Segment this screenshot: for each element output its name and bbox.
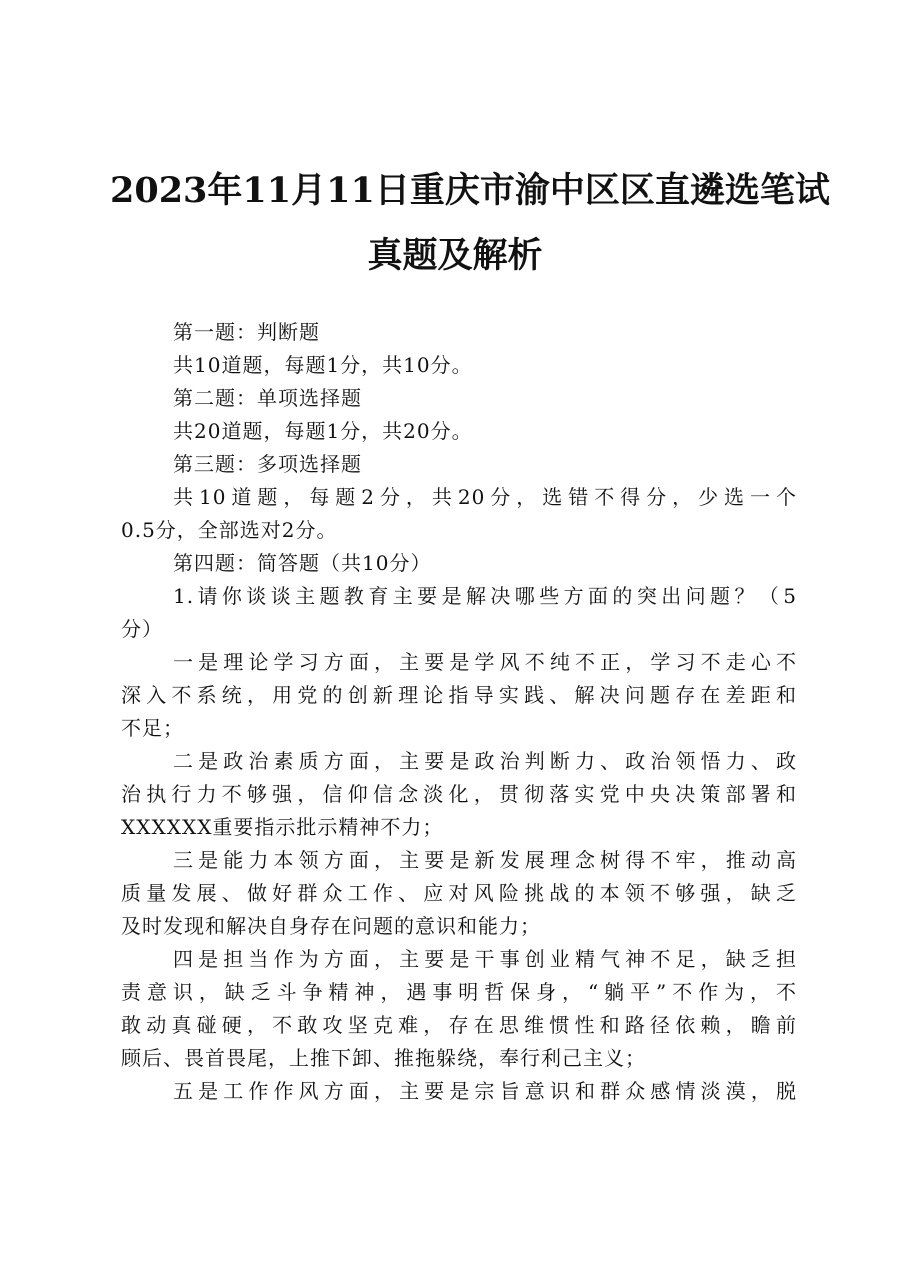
body-line: 第三题：多项选择题 [173,452,362,476]
body-line: 敢动真碰硬，不敢攻坚克难，存在思维惯性和路径依赖，瞻前 [121,1013,797,1037]
body-line: 共10道题，每题2分，共20分，选错不得分，少选一个 [173,485,797,509]
body-line: 第四题：简答题（共10分） [173,551,432,575]
body-line: 一是理论学习方面，主要是学风不纯不正，学习不走心不 [173,650,797,674]
document-body [121,316,797,1108]
document-title-line-1: 2023年11月11日重庆市渝中区区直遴选笔试 [110,170,830,211]
body-line: 共20道题，每题1分，共20分。 [173,419,473,443]
body-line: 1.请你谈谈主题教育主要是解决哪些方面的突出问题？（5 [173,584,797,608]
body-line: 分） [121,617,163,641]
body-line: 四是担当作为方面，主要是干事创业精气神不足，缺乏担 [173,947,797,971]
body-line: 及时发现和解决自身存在问题的意识和能力； [121,914,541,938]
body-line: 五是工作作风方面，主要是宗旨意识和群众感情淡漠，脱 [173,1079,797,1103]
body-line: 共10道题，每题1分，共10分。 [173,353,473,377]
body-line: 深入不系统，用党的创新理论指导实践、解决问题存在差距和 [121,683,797,707]
body-line: 质量发展、做好群众工作、应对风险挑战的本领不够强，缺乏 [121,881,797,905]
body-line: 第一题：判断题 [173,320,320,344]
body-line: 顾后、畏首畏尾，上推下卸、推拖躲绕，奉行利己主义； [121,1046,646,1070]
body-line: 不足； [121,716,184,740]
body-line: 治执行力不够强，信仰信念淡化，贯彻落实党中央决策部署和 [121,782,797,806]
body-line: 三是能力本领方面，主要是新发展理念树得不牢，推动高 [173,848,797,872]
body-line: 0.5分，全部选对2分。 [121,518,338,542]
body-line: 二是政治素质方面，主要是政治判断力、政治领悟力、政 [173,749,797,773]
document-title-line-2: 真题及解析 [367,235,543,276]
body-line: XXXXXX重要指示批示精神不力； [121,815,444,839]
body-line: 第二题：单项选择题 [173,386,362,410]
body-line: 责意识，缺乏斗争精神，遇事明哲保身，“躺平”不作为，不 [121,980,797,1004]
